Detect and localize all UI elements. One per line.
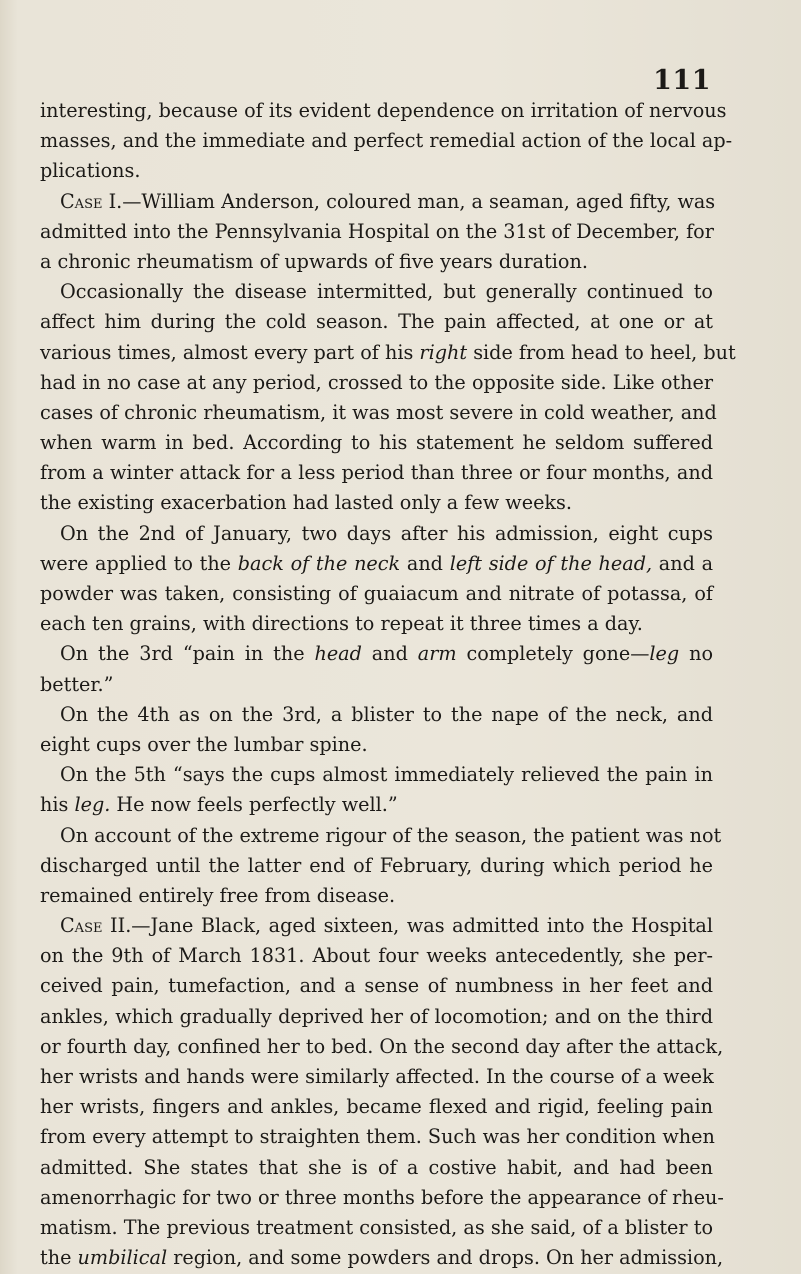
text-line: ceived pain, tumefaction, and a sense of numbness in her feet and — [40, 974, 713, 998]
text-line: had in no case at any period, crossed to the opposite side. Like other — [40, 370, 713, 394]
text-line: admitted. She states that she is of a costive habit, and had been — [40, 1155, 713, 1179]
text-line: on the 9th of March 1831. About four weeks antecedently, she per- — [40, 944, 713, 968]
text-line: On the 5th “says the cups almost immediately relieved the pain in — [60, 763, 713, 787]
text-line: Occasionally the disease intermitted, but generally continued to — [60, 280, 713, 304]
case-label: Case — [60, 189, 103, 213]
text-line: discharged until the latter end of February, during which period he — [40, 853, 713, 877]
text-line: ankles, which gradually deprived her of locomotion; and on the third — [40, 1004, 713, 1028]
text-line: powder was taken, consisting of guaiacum and nitrate of potassa, of — [40, 582, 713, 605]
text-line: her wrists, fingers and ankles, became flexed and rigid, feeling pain — [40, 1095, 713, 1119]
text-line: better.” — [40, 672, 114, 696]
text-line: masses, and the immediate and perfect remedial action of the local ap- — [40, 129, 733, 153]
text-line: On the 2nd of January, two days after his admission, eight cups — [60, 521, 713, 545]
text-line: a chronic rheumatism of upwards of five years duration. — [40, 249, 588, 273]
text-line: admitted into the Pennsylvania Hospital on the 31st of December, for — [40, 219, 714, 243]
text-line: affect him during the cold season. The pain affected, at one or at — [40, 310, 713, 334]
text-line: interesting, because of its evident dependence on irritation of nervous — [40, 99, 727, 122]
text-line: On the 3rd “pain in the head and arm completely gone—leg no — [60, 642, 714, 666]
text-line: each ten grains, with directions to repeat it three times a day. — [40, 612, 643, 636]
text-line: the existing exacerbation had lasted only a few weeks. — [40, 491, 572, 515]
text-line: the umbilical region, and some powders and drops. On her admission, — [40, 1246, 724, 1270]
text-line: On the 4th as on the 3rd, a blister to the nape of the neck, and — [60, 702, 713, 726]
text-line: amenorrhagic for two or three months before the appearance of rheu- — [40, 1185, 724, 1209]
text-line: his leg. He now feels perfectly well.” — [40, 793, 398, 817]
text-line: from every attempt to straighten them. Such was her condition when — [40, 1125, 715, 1149]
text-line: plications. — [40, 159, 141, 183]
text-line: were applied to the back of the neck and left side of the head, and a — [40, 551, 714, 575]
text-line: her wrists and hands were similarly affected. In the course of a week — [40, 1065, 714, 1088]
text-line: various times, almost every part of his right side from head to heel, but — [40, 340, 736, 364]
text-line: cases of chronic rheumatism, it was most severe in cold weather, and — [40, 400, 717, 424]
text-line: or fourth day, confined her to bed. On the second day after the attack, — [40, 1034, 724, 1058]
body-text — [40, 96, 736, 1273]
text-line: Case II.—Jane Black, aged sixteen, was admitted into the Hospital — [60, 914, 713, 938]
text-line: matism. The previous treatment consisted, as she said, of a blister to — [40, 1215, 713, 1239]
text-line: eight cups over the lumbar spine. — [40, 732, 368, 756]
page-number: 111 — [653, 65, 711, 96]
text-line: On account of the extreme rigour of the season, the patient was not — [60, 823, 722, 847]
case-label: Case — [60, 914, 103, 938]
text-line: when warm in bed. According to his statement he seldom suffered — [40, 431, 713, 455]
text-line: Case I.—William Anderson, coloured man, a seaman, aged fifty, was — [60, 189, 716, 213]
text-line: remained entirely free from disease. — [40, 883, 396, 907]
text-line: from a winter attack for a less period than three or four months, and — [40, 461, 713, 485]
